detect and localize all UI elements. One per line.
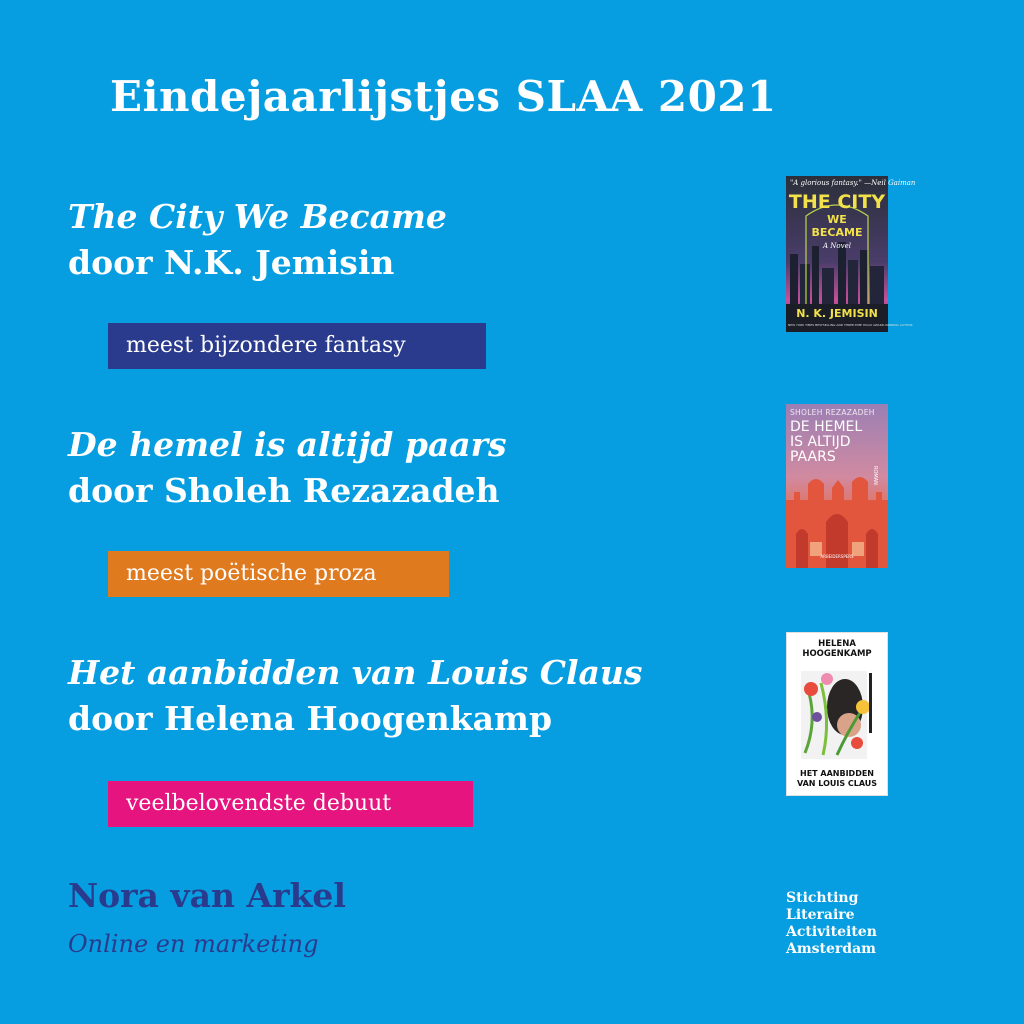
cover-title-line1: DE HEMEL xyxy=(790,419,863,435)
book-cover-de-hemel-is-altijd-paars xyxy=(786,404,888,568)
book-title: The City We Became xyxy=(68,197,447,236)
book-title: De hemel is altijd paars xyxy=(68,425,507,464)
logo-line: Stichting xyxy=(786,890,859,906)
cover-author-last: HOOGENKAMP xyxy=(802,649,872,659)
cover-quote: "A glorious fantasy." —Neil Gaiman xyxy=(790,179,916,187)
author-role: Online en marketing xyxy=(68,930,319,958)
category-badge: veelbelovendste debuut xyxy=(108,781,473,827)
cover-subtitle: A Novel xyxy=(823,242,851,250)
cover-author: N. K. JEMISIN xyxy=(796,307,878,320)
list-item xyxy=(68,650,768,742)
cover-publisher: ARBEIDERSPERS xyxy=(820,554,854,559)
cover-author-first: HELENA xyxy=(818,639,856,649)
book-author: door Helena Hoogenkamp xyxy=(68,699,553,738)
page-title: Eindejaarlijstjes SLAA 2021 xyxy=(110,72,777,121)
logo-line: Literaire xyxy=(786,907,855,923)
book-cover-the-city-we-became xyxy=(786,176,916,332)
category-badge: meest poëtische proza xyxy=(108,551,449,597)
cover-title-line3: BECAME xyxy=(811,226,863,239)
book-cover-het-aanbidden-van-louis-claus xyxy=(786,632,888,796)
logo-line: Amsterdam xyxy=(786,941,876,957)
cover-title-line1: THE CITY xyxy=(788,191,886,213)
cover-title-line1: HET AANBIDDEN xyxy=(800,769,874,778)
cover-title-line2: IS ALTIJD xyxy=(790,434,851,450)
logo-line: Activiteiten xyxy=(786,924,877,940)
list-item xyxy=(68,194,768,286)
cover-title-line2: WE xyxy=(827,213,847,226)
cover-tagline: NEW YORK TIMES BESTSELLING AND THREE-TIME HUGO AWARD-WINNING AUTHOR xyxy=(788,323,913,327)
cover-title-line3: PAARS xyxy=(790,449,836,465)
cover-genre: ROMAN xyxy=(872,466,878,485)
author-name: Nora van Arkel xyxy=(68,876,346,915)
book-author: door Sholeh Rezazadeh xyxy=(68,471,500,510)
book-title: Het aanbidden van Louis Claus xyxy=(68,653,643,692)
slaa-logo xyxy=(786,890,877,958)
list-item xyxy=(68,422,768,514)
flowers-illustration xyxy=(787,663,887,763)
cover-author: SHOLEH REZAZADEH xyxy=(790,408,875,417)
cover-title-line2: VAN LOUIS CLAUS xyxy=(796,779,878,788)
book-author: door N.K. Jemisin xyxy=(68,243,395,282)
category-badge: meest bijzondere fantasy xyxy=(108,323,486,369)
